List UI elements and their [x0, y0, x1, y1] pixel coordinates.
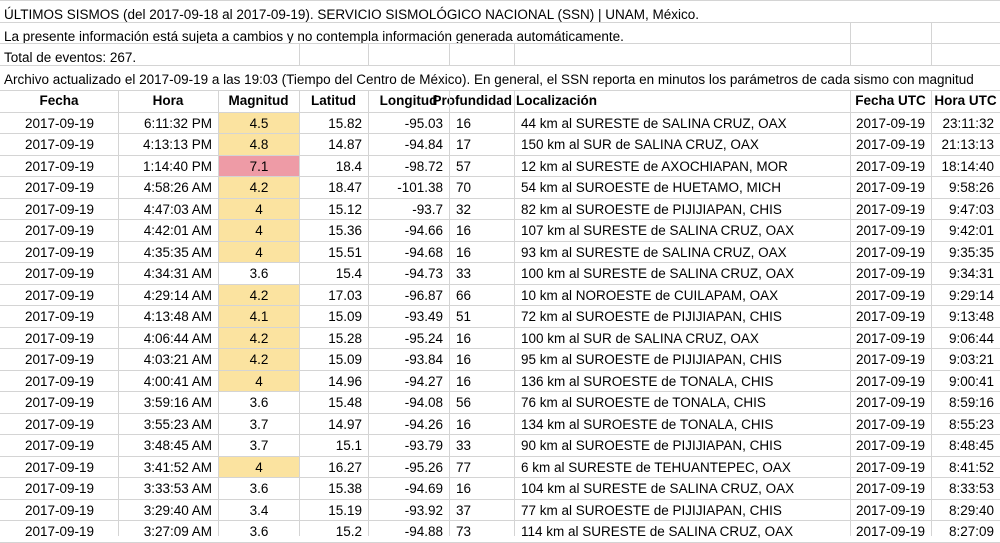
cell-localizacion[interactable]: 107 km al SURESTE de SALINA CRUZ, OAX [521, 223, 795, 238]
cell-localizacion[interactable]: 10 km al NOROESTE de CUILAPAM, OAX [521, 287, 779, 303]
cell-longitud[interactable]: -93.49 [404, 309, 443, 324]
cell-fecha-utc[interactable]: 2017-09-19 [855, 287, 925, 303]
column-gridline [850, 22, 851, 65]
cell-hora[interactable]: 4:42:01 AM [143, 223, 212, 238]
cell-magnitud[interactable]: 3.6 [249, 481, 269, 496]
cell-hora-utc[interactable]: 9:00:41 [948, 373, 994, 389]
cell-profundidad[interactable]: 37 [456, 502, 472, 518]
column-gridline [931, 22, 932, 65]
cell-hora-utc[interactable]: 9:42:01 [948, 223, 994, 238]
cell-fecha[interactable]: 2017-09-19 [24, 137, 95, 152]
cell-fecha-utc[interactable]: 2017-09-19 [855, 201, 925, 217]
header-localizacion[interactable]: Localización [516, 93, 598, 108]
cell-longitud[interactable]: -94.84 [404, 137, 443, 152]
total-events-line[interactable]: Total de eventos: 267. [4, 50, 137, 65]
cell-fecha-utc[interactable]: 2017-09-19 [855, 416, 925, 432]
cell-hora[interactable]: 3:55:23 AM [143, 416, 212, 432]
cell-fecha-utc[interactable]: 2017-09-19 [855, 223, 925, 238]
cell-localizacion[interactable]: 104 km al SURESTE de SALINA CRUZ, OAX [521, 481, 795, 496]
cell-fecha-utc[interactable]: 2017-09-19 [855, 158, 925, 174]
cell-fecha[interactable]: 2017-09-19 [24, 438, 95, 453]
cell-hora[interactable]: 3:27:09 AM [143, 524, 212, 539]
cell-fecha-utc[interactable]: 2017-09-19 [855, 244, 925, 260]
cell-hora-utc[interactable]: 8:59:16 [948, 395, 994, 410]
cell-fecha-utc[interactable]: 2017-09-19 [855, 502, 925, 518]
cell-profundidad[interactable]: 16 [456, 481, 472, 496]
cell-magnitud[interactable]: 4 [219, 199, 299, 220]
cell-localizacion[interactable]: 12 km al SURESTE de AXOCHIAPAN, MOR [521, 158, 788, 174]
cell-fecha[interactable]: 2017-09-19 [24, 395, 95, 410]
cell-fecha-utc[interactable]: 2017-09-19 [855, 459, 925, 475]
cell-fecha[interactable]: 2017-09-19 [24, 115, 95, 131]
title-line[interactable]: ÚLTIMOS SISMOS (del 2017-09-18 al 2017-09-19). SERVICIO SISMOLÓGICO NACIONAL (SSN) | UNAM, México. [4, 7, 699, 22]
cell-longitud[interactable]: -96.87 [404, 287, 443, 303]
cell-hora-utc[interactable]: 9:13:48 [948, 309, 994, 324]
cell-hora[interactable]: 4:47:03 AM [143, 201, 212, 217]
header-fecha[interactable]: Fecha [39, 93, 79, 108]
cell-fecha[interactable]: 2017-09-19 [24, 309, 95, 324]
cell-hora[interactable]: 4:13:48 AM [143, 309, 212, 324]
cell-hora-utc[interactable]: 23:11:32 [942, 115, 994, 131]
cell-fecha[interactable]: 2017-09-19 [24, 481, 95, 496]
cell-hora[interactable]: 4:00:41 AM [143, 373, 212, 389]
cell-localizacion[interactable]: 136 km al SUROESTE de TONALA, CHIS [521, 373, 774, 389]
cell-magnitud[interactable]: 3.7 [249, 416, 269, 432]
cell-fecha[interactable]: 2017-09-19 [24, 373, 95, 389]
cell-profundidad[interactable]: 66 [456, 287, 472, 303]
cell-latitud[interactable]: 15.38 [328, 481, 362, 496]
cell-localizacion[interactable]: 95 km al SUROESTE de PIJIJIAPAN, CHIS [521, 352, 782, 367]
cell-localizacion[interactable]: 6 km al SURESTE de TEHUANTEPEC, OAX [521, 459, 791, 475]
cell-longitud[interactable]: -94.08 [404, 395, 443, 410]
cell-latitud[interactable]: 16.27 [328, 459, 362, 475]
cell-longitud[interactable]: -95.03 [404, 115, 443, 131]
cell-hora[interactable]: 4:29:14 AM [143, 287, 212, 303]
cell-latitud[interactable]: 15.51 [328, 244, 362, 260]
cell-profundidad[interactable]: 16 [456, 115, 472, 131]
cell-longitud[interactable]: -93.92 [404, 502, 443, 518]
cell-localizacion[interactable]: 82 km al SUROESTE de PIJIJIAPAN, CHIS [521, 201, 782, 217]
cell-longitud[interactable]: -94.26 [404, 416, 443, 432]
cell-profundidad[interactable]: 56 [456, 395, 472, 410]
cell-fecha-utc[interactable]: 2017-09-19 [855, 180, 925, 195]
cell-longitud[interactable]: -94.68 [404, 244, 443, 260]
cell-hora-utc[interactable]: 9:34:31 [948, 266, 994, 281]
cell-magnitud[interactable]: 3.6 [249, 524, 269, 539]
cell-hora[interactable]: 4:58:26 AM [143, 180, 212, 195]
cell-hora-utc[interactable]: 9:35:35 [948, 244, 994, 260]
cell-magnitud[interactable]: 4.2 [219, 285, 299, 306]
cell-profundidad[interactable]: 16 [456, 223, 472, 238]
cell-hora-utc[interactable]: 9:47:03 [948, 201, 994, 217]
cell-profundidad[interactable]: 73 [456, 524, 472, 539]
cell-fecha-utc[interactable]: 2017-09-19 [855, 352, 925, 367]
cell-latitud[interactable]: 15.09 [328, 309, 362, 324]
header-fecha-utc[interactable]: Fecha UTC [855, 93, 926, 108]
cell-magnitud[interactable]: 4.8 [219, 134, 299, 155]
cell-hora-utc[interactable]: 8:27:09 [948, 524, 994, 539]
cell-hora[interactable]: 6:11:32 PM [143, 115, 212, 131]
cell-localizacion[interactable]: 72 km al SUROESTE de PIJIJIAPAN, CHIS [521, 309, 782, 324]
cell-hora-utc[interactable]: 9:29:14 [948, 287, 994, 303]
cell-hora[interactable]: 3:48:45 AM [143, 438, 212, 453]
cell-fecha[interactable]: 2017-09-19 [24, 287, 95, 303]
cell-profundidad[interactable]: 16 [456, 373, 472, 389]
cell-longitud[interactable]: -93.84 [404, 352, 443, 367]
cell-fecha[interactable]: 2017-09-19 [24, 330, 95, 346]
cell-hora[interactable]: 3:29:40 AM [143, 502, 212, 518]
cell-magnitud[interactable]: 7.1 [219, 156, 299, 177]
cell-fecha-utc[interactable]: 2017-09-19 [855, 438, 925, 453]
cell-fecha-utc[interactable]: 2017-09-19 [855, 481, 925, 496]
cell-latitud[interactable]: 15.28 [328, 330, 362, 346]
cell-fecha-utc[interactable]: 2017-09-19 [855, 115, 925, 131]
cell-longitud[interactable]: -101.38 [397, 180, 443, 195]
cell-latitud[interactable]: 15.19 [328, 502, 362, 518]
cell-profundidad[interactable]: 77 [456, 459, 472, 475]
cell-longitud[interactable]: -95.24 [404, 330, 443, 346]
header-hora[interactable]: Hora [152, 93, 184, 108]
cell-hora[interactable]: 4:34:31 AM [143, 266, 212, 281]
cell-longitud[interactable]: -94.69 [404, 481, 443, 496]
cell-magnitud[interactable]: 3.7 [249, 438, 269, 453]
cell-profundidad[interactable]: 17 [456, 137, 472, 152]
cell-latitud[interactable]: 15.36 [328, 223, 362, 238]
cell-fecha-utc[interactable]: 2017-09-19 [855, 330, 925, 346]
cell-magnitud[interactable]: 3.6 [249, 395, 269, 410]
cell-localizacion[interactable]: 134 km al SUROESTE de TONALA, CHIS [521, 416, 774, 432]
cell-fecha[interactable]: 2017-09-19 [24, 201, 95, 217]
cell-magnitud[interactable]: 4 [219, 220, 299, 241]
cell-latitud[interactable]: 18.47 [328, 180, 362, 195]
cell-magnitud[interactable]: 4.1 [219, 306, 299, 327]
cell-fecha[interactable]: 2017-09-19 [24, 266, 95, 281]
cell-latitud[interactable]: 15.48 [328, 395, 362, 410]
cell-latitud[interactable]: 14.87 [328, 137, 362, 152]
cell-fecha[interactable]: 2017-09-19 [24, 180, 95, 195]
cell-latitud[interactable]: 15.1 [335, 438, 362, 453]
cell-longitud[interactable]: -93.79 [404, 438, 443, 453]
cell-hora-utc[interactable]: 8:55:23 [948, 416, 994, 432]
cell-fecha[interactable]: 2017-09-19 [24, 244, 95, 260]
cell-profundidad[interactable]: 16 [456, 330, 472, 346]
cell-hora-utc[interactable]: 8:29:40 [948, 502, 994, 518]
cell-fecha-utc[interactable]: 2017-09-19 [855, 524, 925, 539]
cell-latitud[interactable]: 15.12 [328, 201, 362, 217]
header-hora-utc[interactable]: Hora UTC [934, 93, 997, 108]
header-magnitud[interactable]: Magnitud [228, 93, 289, 108]
cell-hora[interactable]: 3:41:52 AM [143, 459, 212, 475]
cell-hora[interactable]: 3:33:53 AM [143, 481, 212, 496]
cell-localizacion[interactable]: 44 km al SURESTE de SALINA CRUZ, OAX [521, 115, 787, 131]
cell-latitud[interactable]: 14.97 [328, 416, 362, 432]
cell-localizacion[interactable]: 150 km al SUR de SALINA CRUZ, OAX [521, 137, 759, 152]
column-gridline [931, 43, 932, 65]
cell-longitud[interactable]: -94.27 [404, 373, 443, 389]
cell-profundidad[interactable]: 57 [456, 158, 472, 174]
cell-latitud[interactable]: 18.4 [335, 158, 362, 174]
cell-latitud[interactable]: 15.82 [328, 115, 362, 131]
cell-fecha[interactable]: 2017-09-19 [24, 416, 95, 432]
cell-fecha[interactable]: 2017-09-19 [24, 158, 95, 174]
cell-longitud[interactable]: -98.72 [404, 158, 443, 174]
cell-magnitud[interactable]: 4.2 [219, 349, 299, 370]
cell-localizacion[interactable]: 93 km al SURESTE de SALINA CRUZ, OAX [521, 244, 787, 260]
update-note-line[interactable]: Archivo actualizado el 2017-09-19 a las 19:03 (Tiempo del Centro de México). En general, el SSN reporta en minutos los parámetros de cada sismo con magnitud [4, 72, 974, 87]
cell-fecha[interactable]: 2017-09-19 [24, 223, 95, 238]
cell-hora-utc[interactable]: 9:06:44 [948, 330, 994, 346]
cell-magnitud[interactable]: 4.2 [219, 177, 299, 198]
cell-longitud[interactable]: -93.7 [412, 201, 443, 217]
cell-localizacion[interactable]: 77 km al SUROESTE de PIJIJIAPAN, CHIS [521, 502, 782, 518]
cell-latitud[interactable]: 14.96 [328, 373, 362, 389]
cell-magnitud[interactable]: 4 [219, 242, 299, 263]
cell-hora[interactable]: 4:35:35 AM [143, 244, 212, 260]
cell-magnitud[interactable]: 3.6 [249, 266, 269, 281]
cell-magnitud[interactable]: 3.4 [249, 502, 269, 518]
cell-localizacion[interactable]: 90 km al SUROESTE de PIJIJIAPAN, CHIS [521, 438, 782, 453]
row-gridline [0, 0, 1000, 1]
cell-fecha[interactable]: 2017-09-19 [24, 502, 95, 518]
cell-magnitud[interactable]: 4.2 [219, 328, 299, 349]
cell-latitud[interactable]: 15.4 [335, 266, 362, 281]
row-gridline [0, 65, 1000, 66]
cell-latitud[interactable]: 15.2 [335, 524, 362, 539]
cell-hora[interactable]: 4:03:21 AM [143, 352, 212, 367]
cell-localizacion[interactable]: 54 km al SUROESTE de HUETAMO, MICH [521, 180, 782, 195]
cell-longitud[interactable]: -95.26 [404, 459, 443, 475]
cell-longitud[interactable]: -94.88 [404, 524, 443, 539]
header-profundidad[interactable]: Profundidad [432, 93, 512, 108]
cell-fecha-utc[interactable]: 2017-09-19 [855, 395, 925, 410]
cell-hora[interactable]: 1:14:40 PM [142, 158, 212, 174]
cell-localizacion[interactable]: 100 km al SURESTE de SALINA CRUZ, OAX [521, 266, 795, 281]
cell-longitud[interactable]: -94.66 [404, 223, 443, 238]
cell-fecha-utc[interactable]: 2017-09-19 [855, 266, 925, 281]
cell-profundidad[interactable]: 33 [456, 438, 472, 453]
cell-hora-utc[interactable]: 9:58:26 [948, 180, 994, 195]
cell-hora-utc[interactable]: 8:41:52 [948, 459, 994, 475]
cell-hora-utc[interactable]: 18:14:40 [941, 158, 994, 174]
cell-hora-utc[interactable]: 8:48:45 [948, 438, 994, 453]
cell-hora-utc[interactable]: 8:33:53 [948, 481, 994, 496]
cell-profundidad[interactable]: 16 [456, 352, 472, 367]
column-gridline [850, 43, 851, 65]
cell-hora[interactable]: 3:59:16 AM [143, 395, 212, 410]
cell-profundidad[interactable]: 70 [456, 180, 472, 195]
cell-fecha[interactable]: 2017-09-19 [24, 352, 95, 367]
cell-profundidad[interactable]: 33 [456, 266, 472, 281]
cell-localizacion[interactable]: 114 km al SURESTE de SALINA CRUZ, OAX [521, 524, 794, 539]
cell-latitud[interactable]: 15.09 [328, 352, 362, 367]
cell-profundidad[interactable]: 16 [456, 416, 472, 432]
cell-longitud[interactable]: -94.73 [404, 266, 443, 281]
cell-profundidad[interactable]: 51 [456, 309, 472, 324]
cell-latitud[interactable]: 17.03 [328, 287, 362, 303]
cell-localizacion[interactable]: 100 km al SUR de SALINA CRUZ, OAX [521, 330, 759, 346]
cell-magnitud[interactable]: 4 [219, 371, 299, 392]
cell-profundidad[interactable]: 16 [456, 244, 472, 260]
cell-magnitud[interactable]: 4 [219, 457, 299, 478]
cell-localizacion[interactable]: 76 km al SUROESTE de TONALA, CHIS [521, 395, 766, 410]
cell-magnitud[interactable]: 4.5 [219, 113, 299, 134]
cell-profundidad[interactable]: 32 [456, 201, 472, 217]
cell-hora-utc[interactable]: 9:03:21 [948, 352, 994, 367]
cell-hora[interactable]: 4:13:13 PM [142, 137, 212, 152]
cell-hora-utc[interactable]: 21:13:13 [941, 137, 994, 152]
disclaimer-line[interactable]: La presente información está sujeta a cambios y no contempla información generada automáticamente. [4, 29, 624, 44]
cell-fecha[interactable]: 2017-09-19 [24, 459, 95, 475]
cell-fecha-utc[interactable]: 2017-09-19 [855, 309, 925, 324]
cell-fecha-utc[interactable]: 2017-09-19 [855, 137, 925, 152]
header-longitud[interactable]: Longitud [379, 93, 438, 108]
cell-fecha[interactable]: 2017-09-19 [24, 524, 95, 539]
header-latitud[interactable]: Latitud [311, 93, 356, 108]
cell-hora[interactable]: 4:06:44 AM [143, 330, 212, 346]
cell-fecha-utc[interactable]: 2017-09-19 [855, 373, 925, 389]
